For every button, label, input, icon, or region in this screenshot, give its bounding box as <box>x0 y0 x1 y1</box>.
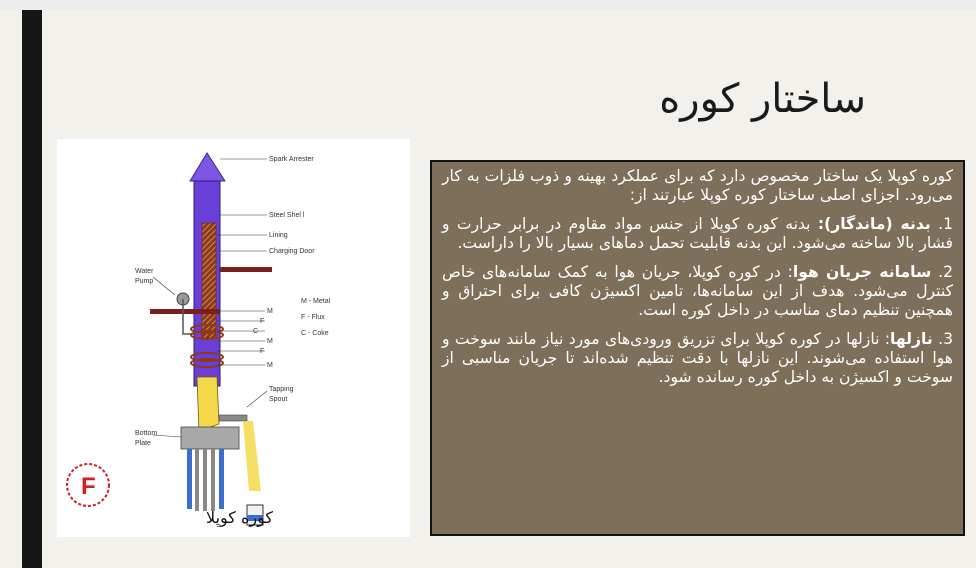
furnace-base <box>181 427 239 449</box>
item-heading: سامانه جریان هوا <box>792 263 932 281</box>
brand-logo-letter: F <box>81 473 96 500</box>
charging-platform <box>220 267 272 272</box>
label-layer-c1: C <box>253 328 259 335</box>
item-heading: بدنه (ماندگار): <box>817 215 931 233</box>
item-text: : در کوره کوپلا، جریان هوا به کمک سامانه‌های خاص کنترل می‌شود. هدف از این سامانه‌ها، تامین اکسیژن کافی برای احتراق و همچنین تنظیم دمای مناسب در داخل کوره است. <box>442 263 953 319</box>
label-layer-f1: F <box>260 318 265 325</box>
item-text: بدنه کوره کوپلا از جنس مواد مقاوم در برابر حرارت و فشار بالا ساخته می‌شود. این بدنه قابلیت تحمل دماهای بسیار بالا را داراست. <box>442 215 953 252</box>
item-number: 3. <box>938 330 953 348</box>
label-plate: Plate <box>135 440 151 447</box>
diagram-caption: کوره کوپلا <box>206 508 273 527</box>
label-layer-m3: M <box>267 362 273 369</box>
slide <box>0 10 976 568</box>
lining-hatch <box>202 223 216 338</box>
label-lining: Lining <box>269 232 288 239</box>
item-heading: نازلها <box>890 330 933 348</box>
label-layer-m1: M <box>267 308 273 315</box>
intro-paragraph: کوره کوپلا یک ساختار مخصوص دارد که برای عملکرد بهینه و ذوب فلزات به کار می‌رود. اجزای اصلی ساختار کوره کوپلا عبارتند از: <box>442 167 953 204</box>
slide-accent-bar <box>22 10 42 568</box>
label-spout: Spout <box>269 396 288 403</box>
list-item-2 <box>442 263 953 320</box>
spark-arrester-shape <box>190 153 225 181</box>
legend-coke: C - Coke <box>301 330 329 337</box>
molten-zone <box>197 377 219 431</box>
label-steel-shell: Steel Shel l <box>269 212 305 219</box>
label-spark-arrester: Spark Arrester <box>269 156 314 163</box>
slide-title: ساختار کوره <box>659 76 866 122</box>
label-bottom: Bottom <box>135 430 158 437</box>
legend-metal: M - Metal <box>301 298 331 305</box>
label-layer-m2: M <box>267 338 273 345</box>
label-tapping: Tapping <box>269 386 294 393</box>
cupola-furnace-diagram <box>57 139 410 537</box>
legend-flux: F - Flux <box>301 314 325 321</box>
label-layer-f2: F <box>260 348 265 355</box>
list-item-3 <box>442 330 953 387</box>
item-number: 1. <box>938 215 953 233</box>
content-textbox <box>430 160 965 536</box>
label-water: Water <box>135 268 154 275</box>
side-platform <box>150 309 220 314</box>
item-text: : نازلها در کوره کوپلا برای تزریق ورودی‌های مورد نیاز مانند سوخت و هوا استفاده می‌شوند. این نازلها با دقت تنظیم شده‌اند تا جریان مناسبی از سوخت و اکسیژن به داخل کوره رسانده شود. <box>442 330 953 386</box>
label-charging-door: Charging Door <box>269 248 315 255</box>
label-pump: Pump <box>135 278 154 285</box>
item-number: 2. <box>938 263 954 281</box>
list-item-1 <box>442 215 953 253</box>
diagram-svg <box>57 139 410 537</box>
